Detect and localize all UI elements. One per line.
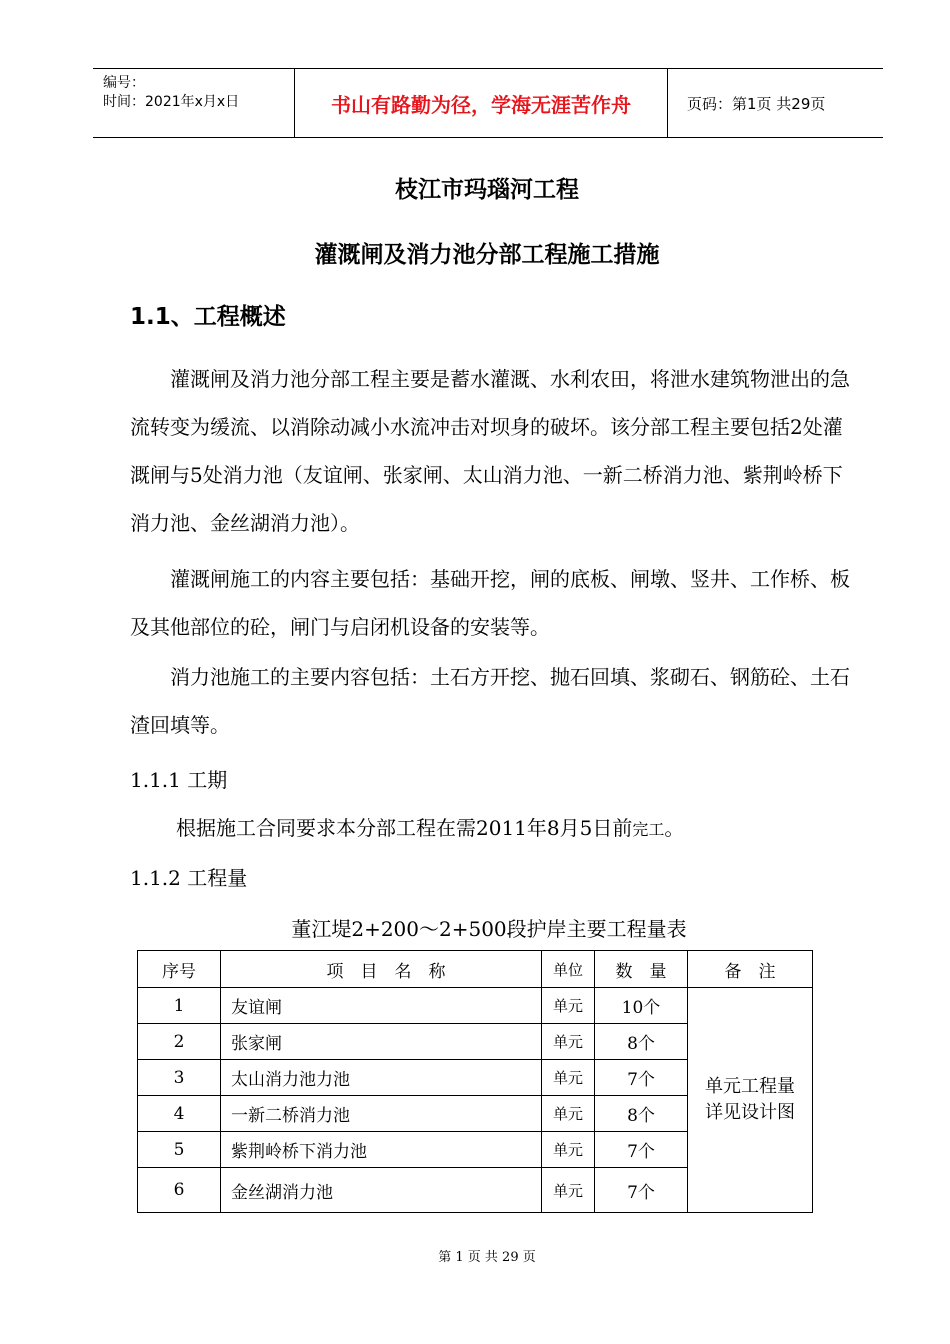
header-note: 备 注 xyxy=(688,951,813,988)
page-header xyxy=(93,68,883,138)
cell-name: 金丝湖消力池 xyxy=(221,1168,542,1213)
header-name: 项 目 名 称 xyxy=(221,951,542,988)
cell-name: 一新二桥消力池 xyxy=(221,1096,542,1132)
paragraph-text: 灌溉闸及消力池分部工程主要是蓄水灌溉、水利农田，将泄水建筑物泄出的急流转变为缓流、以消除动减小水流冲击对坝身的破坏。该分部工程主要包括2处灌溉闸与5处消力池（友谊闸、张家闸、太山消力池、一新二桥消力池、紫荆岭桥下消力池、金丝湖消力池）。 xyxy=(130,367,850,535)
cell-qty: 7个 xyxy=(595,1060,688,1096)
cell-no: 3 xyxy=(138,1060,221,1096)
cell-qty: 8个 xyxy=(595,1024,688,1060)
table-row xyxy=(138,988,813,1024)
header-qty: 数 量 xyxy=(595,951,688,988)
section-heading: 1.1、工程概述 xyxy=(130,304,286,330)
document-title: 枝江市玛瑙河工程 xyxy=(395,177,579,203)
cell-name: 太山消力池力池 xyxy=(221,1060,542,1096)
number-label: 编号： xyxy=(103,75,145,91)
cell-qty: 7个 xyxy=(595,1168,688,1213)
cell-unit: 单元 xyxy=(542,1096,595,1132)
cell-unit: 单元 xyxy=(542,1060,595,1096)
header-page-label xyxy=(677,69,883,137)
subsection-quantity: 1.1.2 工程量 xyxy=(130,866,248,890)
page-label-text: 页码：第1页 共29页 xyxy=(687,94,826,113)
quantity-table xyxy=(137,950,813,1213)
cell-name: 友谊闸 xyxy=(221,988,542,1024)
schedule-text: 根据施工合同要求本分部工程在需2011年8月5日前 xyxy=(176,816,633,840)
time-label: 时间：2021年x月x日 xyxy=(103,94,240,110)
cell-name: 张家闸 xyxy=(221,1024,542,1060)
document-subtitle: 灌溉闸及消力池分部工程施工措施 xyxy=(314,242,660,268)
cell-no: 2 xyxy=(138,1024,221,1060)
schedule-end: 。 xyxy=(664,816,685,840)
header-motto: 书山有路勤为径，学海无涯苦作舟 xyxy=(295,69,668,137)
cell-unit: 单元 xyxy=(542,988,595,1024)
page-footer: 第 1 页 共 29 页 xyxy=(438,1250,536,1265)
paragraph-overview xyxy=(130,355,850,547)
cell-no: 6 xyxy=(138,1168,221,1213)
cell-no: 4 xyxy=(138,1096,221,1132)
paragraph-schedule xyxy=(176,812,684,841)
cell-name: 紫荆岭桥下消力池 xyxy=(221,1132,542,1168)
cell-unit: 单元 xyxy=(542,1024,595,1060)
header-no: 序号 xyxy=(138,951,221,988)
paragraph-text: 消力池施工的主要内容包括：土石方开挖、抛石回填、浆砌石、钢筋砼、土石渣回填等。 xyxy=(130,665,850,737)
cell-qty: 10个 xyxy=(595,988,688,1024)
subsection-schedule: 1.1.1 工期 xyxy=(130,768,228,792)
cell-qty: 8个 xyxy=(595,1096,688,1132)
cell-unit: 单元 xyxy=(542,1168,595,1213)
table-header-row xyxy=(138,951,813,988)
cell-note xyxy=(688,988,813,1213)
cell-no: 5 xyxy=(138,1132,221,1168)
paragraph-basin xyxy=(130,653,850,749)
cell-no: 1 xyxy=(138,988,221,1024)
header-unit: 单位 xyxy=(542,951,595,988)
cell-unit: 单元 xyxy=(542,1132,595,1168)
table-caption: 董江堤2+200～2+500段护岸主要工程量表 xyxy=(291,917,687,941)
cell-qty: 7个 xyxy=(595,1132,688,1168)
paragraph-sluice xyxy=(130,555,850,651)
note-text: 单元工程量详见设计图 xyxy=(705,1076,795,1123)
schedule-completion: 完工 xyxy=(632,820,665,839)
header-meta xyxy=(93,69,295,137)
paragraph-text: 灌溉闸施工的内容主要包括：基础开挖，闸的底板、闸墩、竖井、工作桥、板及其他部位的砼，闸门与启闭机设备的安装等。 xyxy=(130,567,850,639)
